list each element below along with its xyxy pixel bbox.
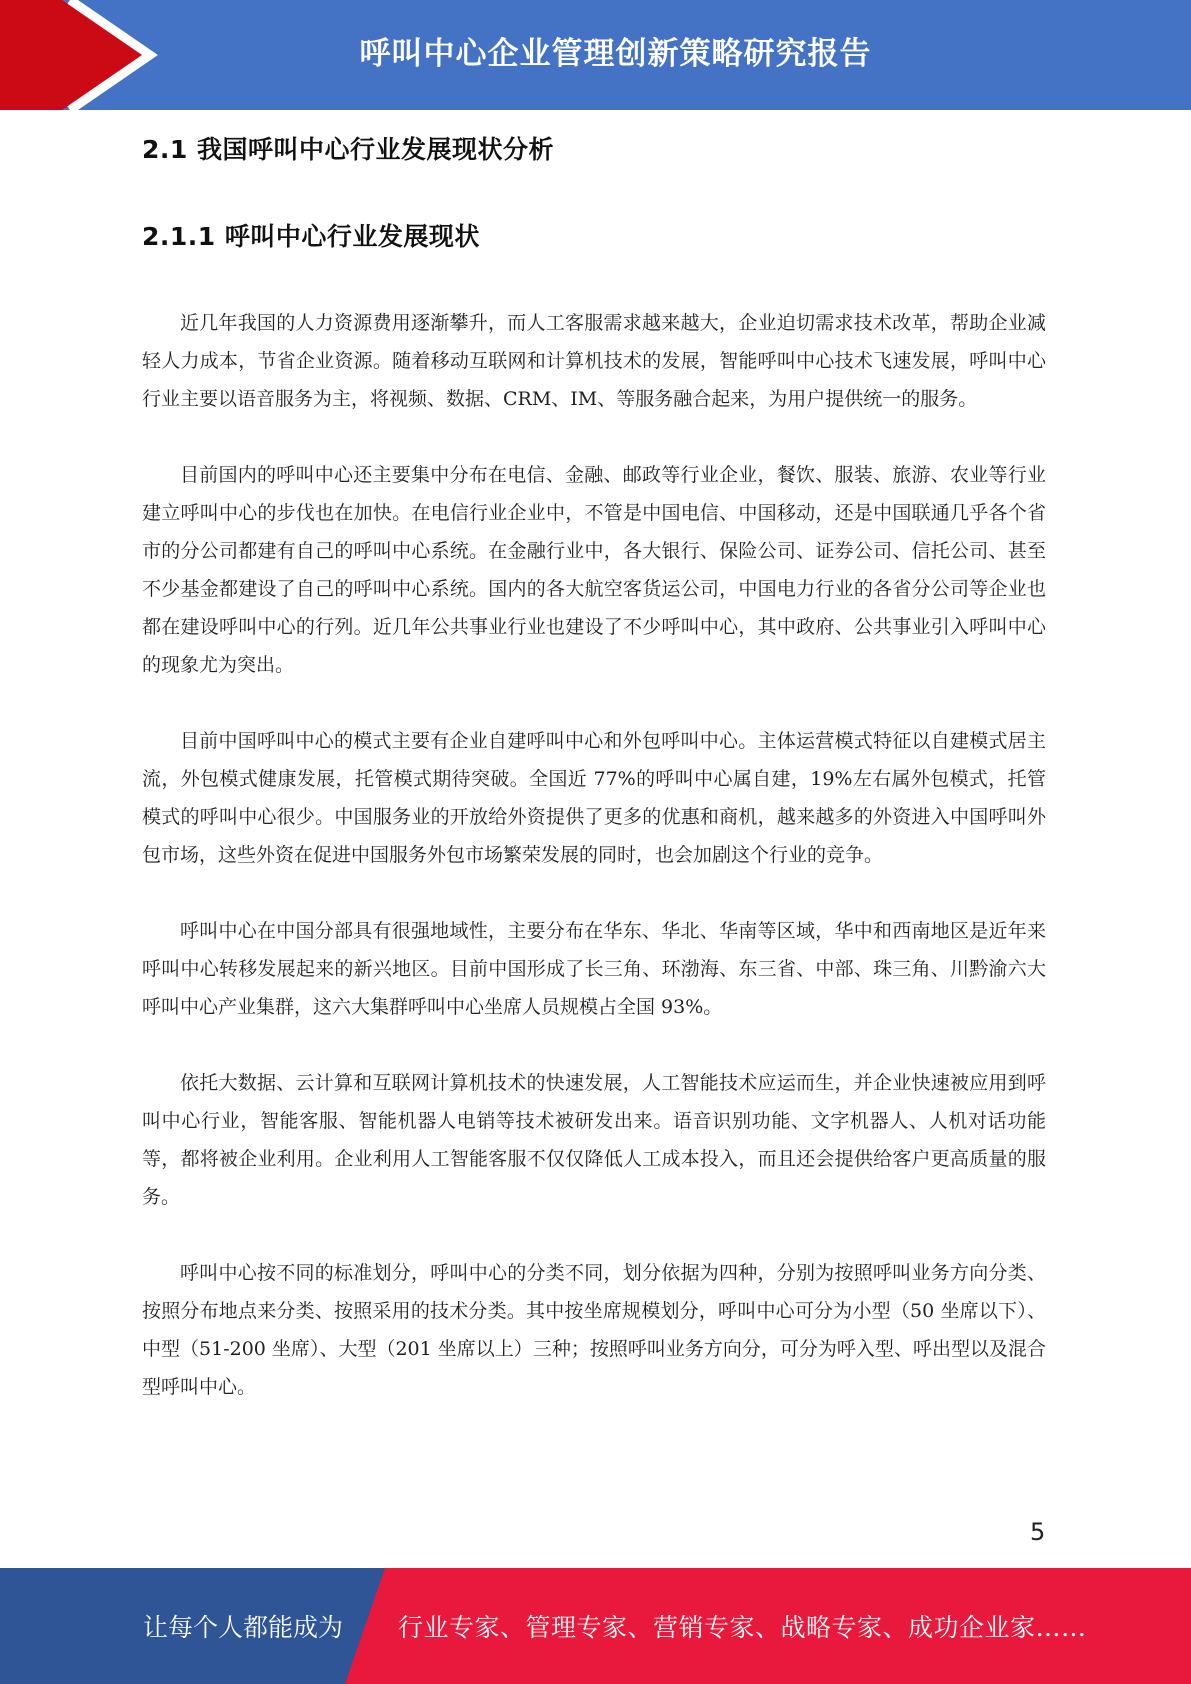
footer-slogan-right: 行业专家、管理专家、营销专家、战略专家、成功企业家…… (398, 1613, 1087, 1642)
footer-slogan-left: 让每个人都能成为 (143, 1613, 344, 1642)
page-content (142, 130, 1046, 1406)
paragraph-4: 呼叫中心在中国分部具有很强地域性，主要分布在华东、华北、华南等区域，华中和西南地区是近年来呼叫中心转移发展起来的新兴地区。目前中国形成了长三角、环渤海、东三省、中部、珠三角、川黔渝六大呼叫中心产业集群，这六大集群呼叫中心坐席人员规模占全国 93%。 (142, 920, 1046, 1018)
header-banner (0, 0, 1191, 110)
section-title: 2.1 我国呼叫中心行业发展现状分析 (142, 135, 554, 164)
paragraph-3: 目前中国呼叫中心的模式主要有企业自建呼叫中心和外包呼叫中心。主体运营模式特征以自建模式居主流，外包模式健康发展，托管模式期待突破。全国近 77%的呼叫中心属自建，19%左右属外包模式，托管模式的呼叫中心很少。中国服务业的开放给外资提供了更多的优惠和商机，越来越多的外资进入中国呼叫外包市场，这些外资在促进中国服务外包市场繁荣发展的同时，也会加剧这个行业的竞争。 (142, 730, 1046, 866)
page-number: 5 (1030, 1518, 1046, 1546)
header-title: 呼叫中心企业管理创新策略研究报告 (359, 36, 872, 72)
paragraph-2: 目前国内的呼叫中心还主要集中分布在电信、金融、邮政等行业企业，餐饮、服装、旅游、农业等行业建立呼叫中心的步伐也在加快。在电信行业企业中，不管是中国电信、中国移动，还是中国联通几乎各个省市的分公司都建有自己的呼叫中心系统。在金融行业中，各大银行、保险公司、证券公司、信托公司、甚至不少基金都建设了自己的呼叫中心系统。国内的各大航空客货运公司，中国电力行业的各省分公司等企业也都在建设呼叫中心的行列。近几年公共事业行业也建设了不少呼叫中心，其中政府、公共事业引入呼叫中心的现象尤为突出。 (142, 464, 1046, 676)
paragraph-1: 近几年我国的人力资源费用逐渐攀升，而人工客服需求越来越大，企业迫切需求技术改革，帮助企业减轻人力成本，节省企业资源。随着移动互联网和计算机技术的发展，智能呼叫中心技术飞速发展，呼叫中心行业主要以语音服务为主，将视频、数据、CRM、IM、等服务融合起来，为用户提供统一的服务。 (142, 312, 1046, 410)
paragraph-5: 依托大数据、云计算和互联网计算机技术的快速发展，人工智能技术应运而生，并企业快速被应用到呼叫中心行业，智能客服、智能机器人电销等技术被研发出来。语音识别功能、文字机器人、人机对话功能等，都将被企业利用。企业利用人工智能客服不仅仅降低人工成本投入，而且还会提供给客户更高质量的服务。 (142, 1072, 1046, 1208)
subsection-title: 2.1.1 呼叫中心行业发展现状 (142, 222, 480, 251)
paragraph-6: 呼叫中心按不同的标准划分，呼叫中心的分类不同，划分依据为四种，分别为按照呼叫业务方向分类、按照分布地点来分类、按照采用的技术分类。其中按坐席规模划分，呼叫中心可分为小型（50 坐席以下）、中型（51-200 坐席）、大型（201 坐席以上）三种；按照呼叫业务方向分，可分为呼入型、呼出型以及混合型呼叫中心。 (142, 1262, 1046, 1398)
footer-banner (0, 1568, 1191, 1684)
